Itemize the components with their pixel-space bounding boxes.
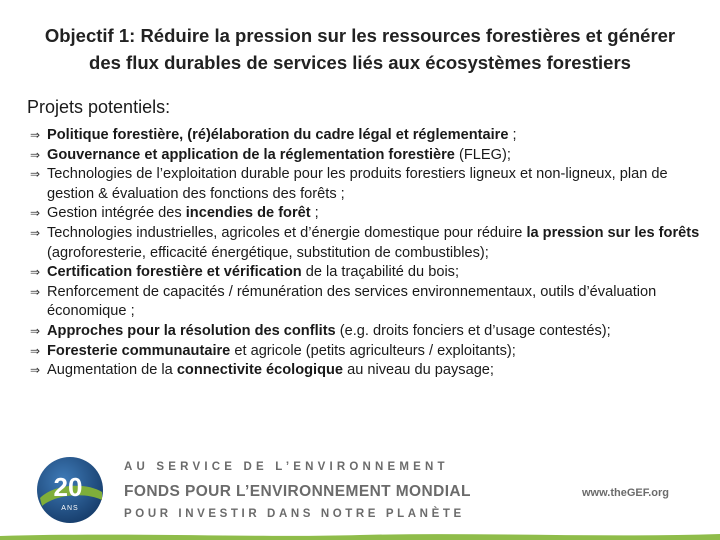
list-item-emphasis: Politique forestière, (ré)élaboration du cadre légal et réglementaire [47, 127, 509, 143]
slide-title [30, 22, 690, 76]
arrow-bullet-icon: ⇒ [30, 284, 41, 299]
list-item-emphasis: Approches pour la résolution des conflits [47, 322, 336, 339]
arrow-bullet-icon: ⇒ [30, 167, 41, 182]
list-item [30, 361, 710, 381]
list-item-emphasis: Gouvernance et application de la réglementation forestière [47, 146, 455, 163]
gef-website-link[interactable]: www.theGEF.org [582, 487, 669, 499]
list-item [30, 322, 710, 342]
list-item-emphasis: la pression sur les forêts [526, 224, 700, 241]
list-item-text: Renforcement de capacités / rémunération des services environnementaux, outils d’évaluation économique ; [47, 283, 657, 320]
gef-footer [0, 440, 720, 540]
gef-tagline-top: AU SERVICE DE L’ENVIRONNEMENT [124, 461, 449, 473]
list-item-text: (FLEG); [454, 146, 511, 163]
list-item-text: Technologies industrielles, agricoles et d’énergie domestique pour réduire [47, 224, 527, 241]
list-item-text: ; [508, 127, 517, 143]
arrow-bullet-icon: ⇒ [30, 323, 41, 338]
list-item-text: au niveau du paysage; [343, 362, 494, 379]
list-item-text: ; [310, 205, 319, 222]
logo-sub: ANS [61, 505, 79, 512]
section-subhead: Projets potentiels: [27, 97, 171, 117]
list-item [30, 204, 710, 224]
arrow-bullet-icon: ⇒ [30, 225, 41, 240]
list-item-text: et agricole (petits agriculteurs / exploitants); [230, 342, 516, 359]
list-item-text: Gestion intégrée des [47, 205, 186, 222]
logo-number: 20 [53, 472, 83, 502]
arrow-bullet-icon: ⇒ [30, 343, 41, 358]
gef-tagline-bottom: POUR INVESTIR DANS NOTRE PLANÈTE [124, 508, 465, 520]
gef-20-years-logo [34, 454, 106, 526]
list-item [30, 263, 710, 283]
list-item-text: Augmentation de la [47, 362, 177, 379]
list-item-text: Technologies de l’exploitation durable pour les produits forestiers ligneux et non-ligneux, plan de gestion & évaluation des fonctions des forêts ; [47, 166, 668, 202]
list-item-emphasis: Certification forestière et vérification [47, 264, 302, 281]
list-item-emphasis: incendies de forêt [185, 205, 311, 222]
list-item-text: (e.g. droits fonciers et d’usage contestés); [335, 322, 611, 339]
list-item-emphasis: connectivite écologique [176, 362, 344, 379]
project-list [30, 126, 710, 381]
arrow-bullet-icon: ⇒ [30, 363, 41, 378]
list-item-text: (agroforesterie, efficacité énergétique, substitution de combustibles); [47, 244, 489, 261]
arrow-bullet-icon: ⇒ [30, 206, 41, 221]
list-item [30, 126, 710, 146]
slide-title-line-1: Objectif 1: Réduire la pression sur les ressources forestières et générer [44, 25, 676, 46]
arrow-bullet-icon: ⇒ [30, 265, 41, 280]
list-item [30, 224, 710, 263]
arrow-bullet-icon: ⇒ [30, 128, 41, 142]
list-item-emphasis: Foresterie communautaire [47, 342, 231, 359]
gef-organization-name: FONDS POUR L’ENVIRONNEMENT MONDIAL [124, 483, 471, 500]
list-item [30, 165, 710, 204]
footer-green-bar [0, 532, 720, 540]
list-item [30, 283, 710, 322]
slide-title-line-2: des flux durables de services liés aux écosystèmes forestiers [89, 52, 631, 73]
list-item-text: de la traçabilité du bois; [301, 264, 460, 281]
arrow-bullet-icon: ⇒ [30, 147, 41, 162]
list-item [30, 146, 710, 166]
list-item [30, 342, 710, 362]
